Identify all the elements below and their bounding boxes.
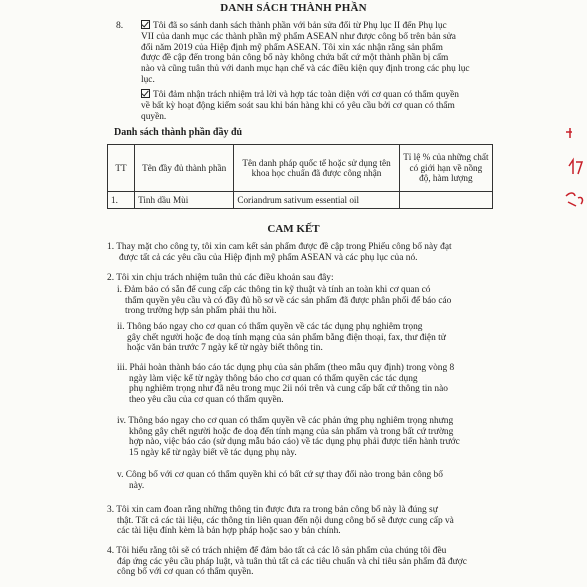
checked-box-icon	[141, 20, 150, 29]
text-line: công bố với cơ quan có thẩm quyền.	[117, 567, 254, 578]
text-line: được tất cả các yêu cầu của Hiệp định mỹ phẩm ASEAN và các phụ lục của nó.	[119, 252, 418, 263]
commitment-3	[107, 505, 499, 537]
text-line: Tôi đã so sánh danh sách thành phần với bản sửa đổi từ Phụ lục II đến Phụ lục	[153, 21, 447, 31]
commitment-1	[107, 242, 499, 263]
text-line: iv. Thông báo ngay cho cơ quan có thẩm quyền về các phản ứng phụ nghiêm trọng nhưng	[117, 416, 454, 426]
table-cell: Coriandrum sativum essential oil	[234, 192, 399, 209]
document-title: DANH SÁCH THÀNH PHẦN	[220, 2, 367, 14]
text-line: ii. Thông báo ngay cho cơ quan có thẩm quyền về các tác dụng phụ nghiêm trọng	[117, 322, 423, 332]
red-stamp-fragment-icon	[556, 110, 587, 230]
checked-box-icon	[141, 89, 150, 98]
table-row	[108, 192, 493, 209]
text-line: hoặc văn bản trước 7 ngày kể từ ngày biết thông tin.	[127, 343, 323, 354]
column-header-inci-name: Tên danh pháp quốc tế hoặc sử dụng tên khoa học chuẩn đã được công nhận	[234, 145, 399, 192]
commitment-2-v	[117, 470, 499, 491]
text-line: lục.	[141, 74, 155, 85]
text-line: thật. Tất cả các tài liệu, các thông tin liên quan đến nội dung công bố sẽ được cung cấp và	[117, 515, 454, 526]
declaration-paragraph-1	[141, 19, 481, 86]
column-header-full-name: Tên đầy đủ thành phần	[135, 145, 234, 192]
text-line: đáp ứng các yêu cầu pháp luật, và tuân thủ tất cả các tiêu chuẩn và chỉ tiêu sản phẩm đã được	[117, 556, 467, 567]
table-cell	[399, 192, 492, 209]
text-line: hợp nào, việc báo cáo (sử dụng mẫu báo cáo) về tác dụng phụ phải được tiến hành trước	[129, 437, 460, 448]
commitment-2-iii	[117, 363, 499, 405]
commitment-2-i	[117, 285, 499, 317]
text-line: v. Công bố với cơ quan có thẩm quyền khi có bất cứ sự thay đổi nào trong bản công bố	[117, 470, 443, 480]
text-line: i. Đảm bảo có sẵn để cung cấp các thông tin kỹ thuật và tính an toàn khi cơ quan có	[117, 285, 431, 295]
text-line: gây chết người hoặc đe doạ tính mạng của sản phẩm bằng điện thoại, fax, thư điện tử	[127, 332, 446, 343]
ingredients-table	[107, 144, 493, 209]
text-line: ngày làm việc kể từ ngày thông báo cho cơ quan có thẩm quyền các tác dụng	[129, 373, 418, 384]
text-line: theo yêu cầu của cơ quan có thẩm quyền.	[129, 394, 284, 405]
declaration-paragraph-2	[141, 88, 481, 122]
commitment-2-ii	[117, 322, 499, 354]
text-line: Tôi đảm nhận trách nhiệm trả lời và hợp tác toàn diện với cơ quan có thẩm quyền	[153, 90, 459, 100]
text-line: quyền.	[141, 111, 167, 122]
text-line: thẩm quyền yêu cầu và có đầy đủ hồ sơ về các sản phẩm đã được phân phối để báo cáo	[125, 295, 452, 306]
text-line: 15 ngày kể từ ngày biết về tác dụng phụ này.	[129, 447, 297, 458]
table-cell: 1.	[108, 192, 135, 209]
text-line: được đề cập đến trong bản công bố này không chứa bất cứ một thành phần bị cấm	[141, 53, 449, 64]
text-line: iii. Phải hoàn thành báo cáo tác dụng phụ của sản phẩm (theo mẫu quy định) trong vòng 8	[117, 363, 455, 373]
text-line: này.	[129, 480, 145, 491]
text-line: 3. Tôi xin cam đoan rằng những thông tin được đưa ra trong bản công bố này là đúng sự	[107, 505, 438, 515]
text-line: nào và cũng tuân thủ với danh mục hạn chế và các điều kiện quy định trong các phụ lục	[141, 64, 470, 75]
text-line: phụ nghiêm trọng như đã nêu trong mục 2ii nói trên và cung cấp bất cứ thông tin nào	[129, 384, 448, 395]
commitment-heading: CAM KẾT	[267, 223, 320, 235]
text-line: không gây chết người hoặc đe doạ đến tính mạng của sản phẩm và trong bất cứ trường	[129, 426, 454, 437]
text-line: 4. Tôi hiểu rằng tôi sẽ có trách nhiệm để đảm bảo tất cả các lô sản phẩm của chúng tôi đều	[107, 546, 447, 556]
text-line: 1. Thay mặt cho công ty, tôi xin cam kết sản phẩm được đề cập trong Phiếu công bố này đạt	[107, 242, 452, 252]
text-line: trong trường hợp sản phẩm phải thu hồi.	[125, 306, 277, 317]
item-number: 8.	[116, 20, 124, 31]
table-cell: Tinh dầu Mùi	[135, 192, 234, 209]
text-line: VII của danh mục các thành phần mỹ phẩm ASEAN như được công bố trên bản sửa	[141, 31, 456, 42]
text-line: đổi năm 2019 của Hiệp định mỹ phẩm ASEAN. Tôi xin xác nhận rằng sản phẩm	[141, 42, 443, 53]
text-line: các tài liệu đính kèm là bản hợp pháp hoặc sao y bản chính.	[117, 526, 341, 537]
table-header-row	[108, 145, 493, 192]
commitment-2-iv	[117, 416, 499, 458]
commitment-2-intro: 2. Tôi xin chịu trách nhiệm tuân thủ các điều khoản sau đây:	[107, 273, 334, 283]
column-header-percentage: Tỉ lệ % của những chất có giới hạn về nồng độ, hàm lượng	[399, 145, 492, 192]
commitment-4	[107, 546, 499, 578]
text-line: về bất kỳ hoạt động kiểm soát sau khi bán hàng khi có yêu cầu bởi cơ quan có thẩm	[141, 100, 455, 111]
ingredients-heading: Danh sách thành phần đầy đủ	[114, 127, 243, 138]
column-header-tt: TT	[108, 145, 135, 192]
